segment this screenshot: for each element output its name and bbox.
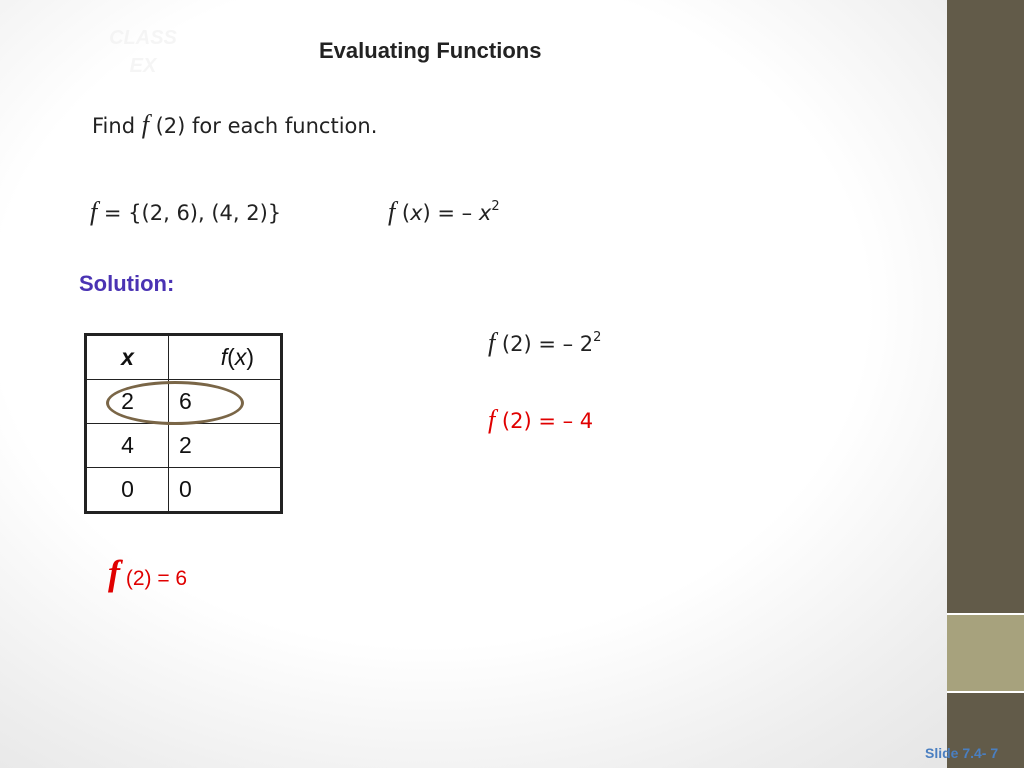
result-b1-symbol: f <box>488 328 496 357</box>
class-example-badge <box>98 24 188 80</box>
result-b1-exponent: 2 <box>593 330 602 345</box>
function-table <box>84 333 283 513</box>
problem-prompt <box>92 110 377 140</box>
slide-title: Evaluating Functions <box>319 38 542 63</box>
header-fx-open: ( <box>227 344 235 370</box>
result-a-symbol: f <box>108 553 120 593</box>
function-b-open-paren: ( <box>395 201 411 225</box>
header-x: x <box>86 335 169 380</box>
function-b-variable-2: x <box>478 201 492 225</box>
result-b2-text: (2) = – 4 <box>495 409 594 433</box>
prompt-after: (2) for each function. <box>148 114 378 138</box>
table-header-row <box>86 335 282 380</box>
function-b-equals: ) = – <box>422 201 479 225</box>
cell-fx: 2 <box>168 424 281 468</box>
header-fx-var: x <box>234 344 247 370</box>
result-b-step-1 <box>488 328 601 358</box>
function-b-definition <box>388 197 500 227</box>
result-b-step-2 <box>488 405 593 435</box>
cell-x: 2 <box>86 380 169 424</box>
header-fx-f: f <box>220 344 228 370</box>
cell-x: 4 <box>86 424 169 468</box>
solution-label: Solution: <box>79 271 175 296</box>
result-b1-text: (2) = – 2 <box>495 332 594 356</box>
header-fx <box>168 335 281 380</box>
table-row <box>86 468 282 513</box>
table-row <box>86 424 282 468</box>
sidebar-accent-block <box>947 615 1024 691</box>
function-b-exponent: 2 <box>491 199 500 214</box>
function-a-set: = {(2, 6), (4, 2)} <box>97 201 282 225</box>
cell-fx: 6 <box>168 380 281 424</box>
slide-number: Slide 7.4- 7 <box>925 745 999 761</box>
function-a-symbol: f <box>90 197 98 226</box>
function-a-definition <box>90 197 281 227</box>
badge-line-2: EX <box>129 55 157 77</box>
header-fx-close: ) <box>246 344 254 370</box>
values-table <box>84 333 283 514</box>
sidebar-divider-bottom <box>947 691 1024 693</box>
table-row <box>86 380 282 424</box>
result-b2-symbol: f <box>488 405 496 434</box>
function-b-symbol: f <box>388 197 396 226</box>
cell-x: 0 <box>86 468 169 513</box>
cell-fx: 0 <box>168 468 281 513</box>
result-a <box>108 552 187 594</box>
prompt-function-symbol: f <box>141 110 149 139</box>
result-a-text: (2) = 6 <box>120 567 188 590</box>
prompt-before: Find <box>92 114 142 138</box>
badge-line-1: CLASS <box>109 27 177 49</box>
function-b-variable: x <box>410 201 423 225</box>
